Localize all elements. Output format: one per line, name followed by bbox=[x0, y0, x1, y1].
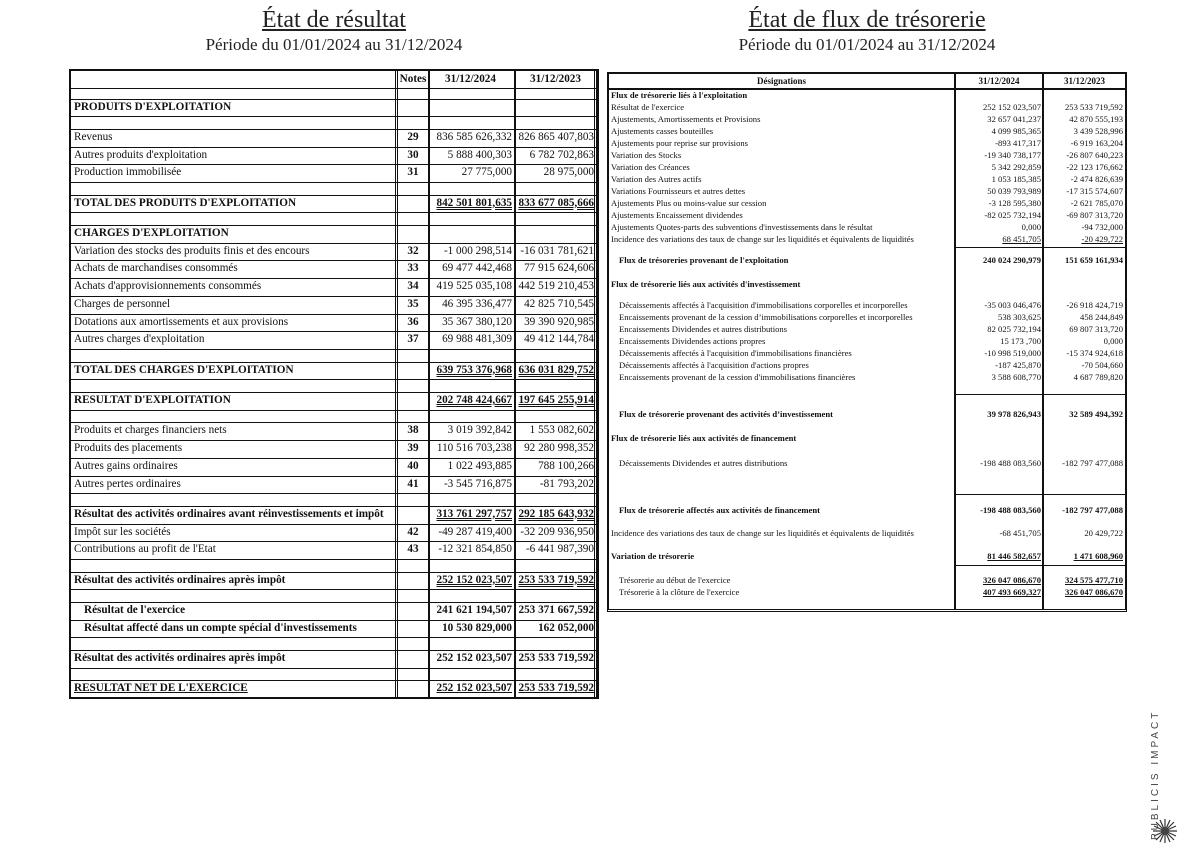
row-value-2024: 50 039 793,989 bbox=[987, 186, 1041, 196]
row-label: Flux de trésorerie liés aux activités de financement bbox=[611, 433, 797, 443]
row-note: 39 bbox=[407, 442, 419, 455]
table-row bbox=[71, 195, 597, 214]
table-row bbox=[71, 476, 597, 495]
row-label: Décaissements Dividendes et autres distributions bbox=[619, 458, 788, 468]
table-row bbox=[609, 150, 1125, 162]
row-value-2023: -16 031 781,621 bbox=[520, 244, 594, 257]
row-value-2024: -19 340 738,177 bbox=[984, 150, 1041, 160]
header-col-2023: 31/12/2023 bbox=[1063, 76, 1105, 86]
table-header-row bbox=[609, 74, 1125, 90]
row-label: Trésorerie à la clôture de l'exercice bbox=[619, 587, 740, 597]
row-label: RESULTAT D'EXPLOITATION bbox=[74, 394, 231, 406]
table-row bbox=[71, 99, 597, 118]
row-label: Flux de trésoreries provenant de l'exploitation bbox=[619, 255, 789, 265]
table-row bbox=[609, 587, 1125, 599]
row-value-2023: 39 390 920,985 bbox=[524, 315, 594, 328]
row-divider bbox=[954, 394, 1125, 395]
row-value-2023: 636 031 829,752 bbox=[518, 363, 594, 376]
header-col-2024: 31/12/2024 bbox=[978, 76, 1020, 86]
row-value-2023: 6 782 702,863 bbox=[529, 148, 594, 161]
row-value-2024: 39 978 826,943 bbox=[987, 409, 1041, 419]
table-row bbox=[609, 255, 1125, 267]
table-row bbox=[71, 440, 597, 459]
table-row bbox=[609, 551, 1125, 563]
row-value-2024: 419 525 035,108 bbox=[436, 280, 512, 293]
row-value-2024: 35 367 380,120 bbox=[442, 315, 512, 328]
row-value-2024: 4 099 985,365 bbox=[991, 126, 1041, 136]
table-row bbox=[71, 212, 597, 226]
row-value-2024: 69 988 481,309 bbox=[442, 333, 512, 346]
row-value-2024: -10 998 519,000 bbox=[984, 348, 1041, 358]
row-label: Autres produits d'exploitation bbox=[74, 148, 208, 161]
row-value-2024: -1 000 298,514 bbox=[443, 244, 512, 257]
table-row bbox=[609, 222, 1125, 234]
table-row bbox=[609, 409, 1125, 421]
row-value-2023: 42 825 710,545 bbox=[524, 297, 594, 310]
table-row bbox=[71, 362, 597, 381]
row-value-2023: -69 807 313,720 bbox=[1066, 210, 1123, 220]
row-note: 30 bbox=[407, 148, 419, 161]
table-row bbox=[71, 331, 597, 350]
income-statement-title: État de résultat bbox=[262, 7, 406, 33]
table-row bbox=[609, 186, 1125, 198]
cash-flow-table bbox=[607, 72, 1127, 612]
row-value-2024: 5 888 400,303 bbox=[447, 148, 512, 161]
table-row bbox=[609, 312, 1125, 324]
row-note: 29 bbox=[407, 130, 419, 143]
table-row bbox=[609, 114, 1125, 126]
row-value-2023: 4 687 789,820 bbox=[1073, 372, 1123, 382]
row-label: PRODUITS D'EXPLOITATION bbox=[74, 100, 232, 113]
table-row bbox=[609, 174, 1125, 186]
row-value-2024: 313 761 297,757 bbox=[436, 507, 512, 520]
row-value-2023: 3 439 528,996 bbox=[1073, 126, 1123, 136]
table-row bbox=[609, 138, 1125, 150]
row-label: Encaissements provenant de la cession d'immobilisations financières bbox=[619, 372, 856, 382]
row-label: Ajustements pour reprise sur provisions bbox=[611, 138, 749, 148]
table-row bbox=[71, 260, 597, 279]
row-label: RESULTAT NET DE L'EXERCICE bbox=[74, 682, 248, 695]
table-row bbox=[71, 296, 597, 315]
table-row bbox=[71, 278, 597, 297]
row-value-2023: 442 519 210,453 bbox=[518, 280, 594, 293]
row-value-2023: 253 533 719,592 bbox=[518, 573, 594, 586]
row-value-2024: -3 128 595,380 bbox=[988, 198, 1041, 208]
table-row bbox=[609, 234, 1125, 246]
row-value-2024: 252 152 023,507 bbox=[982, 102, 1041, 112]
row-value-2023: 0,000 bbox=[1103, 336, 1123, 346]
table-row bbox=[71, 147, 597, 166]
row-value-2023: 69 807 313,720 bbox=[1069, 324, 1123, 334]
row-label: Autres gains ordinaires bbox=[74, 459, 178, 472]
row-label: Flux de trésorerie liés aux activités d'investissement bbox=[611, 279, 801, 289]
table-row bbox=[609, 360, 1125, 372]
row-label: Incidence des variations des taux de change sur les liquidités et équivalents de liquidités bbox=[611, 234, 914, 244]
row-value-2023: 197 645 255,914 bbox=[518, 394, 594, 406]
row-label: Ajustements casses bouteilles bbox=[611, 126, 714, 136]
row-value-2023: 833 677 085,666 bbox=[518, 196, 594, 209]
row-value-2023: 788 100,266 bbox=[538, 459, 594, 472]
table-row bbox=[71, 314, 597, 333]
row-note: 41 bbox=[407, 477, 419, 490]
row-value-2024: 252 152 023,507 bbox=[436, 573, 512, 586]
row-value-2024: 538 303,625 bbox=[998, 312, 1041, 322]
brand-logo-icon bbox=[1152, 818, 1178, 844]
table-row bbox=[609, 279, 1125, 291]
income-statement-table bbox=[69, 69, 599, 699]
table-row bbox=[71, 637, 597, 651]
table-row bbox=[71, 668, 597, 682]
row-value-2024: -198 488 083,560 bbox=[980, 458, 1041, 468]
row-note: 38 bbox=[407, 424, 419, 437]
row-label: Achats de marchandises consommés bbox=[74, 262, 238, 275]
row-value-2023: -26 807 640,223 bbox=[1066, 150, 1123, 160]
row-label: Contributions au profit de l'Etat bbox=[74, 543, 216, 556]
table-row bbox=[609, 90, 1125, 102]
row-value-2023: 253 533 719,592 bbox=[518, 651, 594, 664]
row-value-2024: -68 451,705 bbox=[999, 528, 1041, 538]
row-value-2023: 49 412 144,784 bbox=[524, 333, 594, 346]
row-value-2023: -17 315 574,607 bbox=[1066, 186, 1123, 196]
cash-flow-period: Période du 01/01/2024 au 31/12/2024 bbox=[738, 35, 996, 54]
row-note: 37 bbox=[407, 333, 419, 346]
row-value-2023: 253 533 719,592 bbox=[1064, 102, 1123, 112]
row-value-2023: 42 870 555,193 bbox=[1069, 114, 1123, 124]
row-label: CHARGES D'EXPLOITATION bbox=[74, 226, 229, 239]
row-label: Ajustements Quotes-parts des subventions d'investissements dans le résultat bbox=[611, 222, 873, 232]
row-value-2023: 20 429,722 bbox=[1084, 528, 1123, 538]
row-value-2023: -2 621 785,070 bbox=[1070, 198, 1123, 208]
row-label: Production immobilisée bbox=[74, 166, 182, 179]
table-row bbox=[71, 182, 597, 196]
header-col-2023: 31/12/2023 bbox=[530, 73, 581, 85]
row-value-2024: -893 417,317 bbox=[995, 138, 1041, 148]
table-row bbox=[609, 528, 1125, 540]
row-label: Variation des Créances bbox=[611, 162, 690, 172]
table-row bbox=[71, 392, 597, 411]
table-row bbox=[609, 458, 1125, 470]
row-label: Dotations aux amortissements et aux provisions bbox=[74, 315, 289, 328]
row-label: Achats d'approvisionnements consommés bbox=[74, 280, 262, 293]
row-label: Autres charges d'exploitation bbox=[74, 333, 205, 346]
row-value-2023: 162 052,000 bbox=[538, 621, 594, 634]
row-label: Incidence des variations des taux de change sur les liquidités et équivalents de liquidités bbox=[611, 528, 914, 538]
row-note: 32 bbox=[407, 244, 419, 257]
row-value-2024: 836 585 626,332 bbox=[436, 130, 512, 143]
table-row bbox=[609, 433, 1125, 445]
row-value-2023: 292 185 643,932 bbox=[518, 507, 594, 520]
row-note: 40 bbox=[407, 459, 419, 472]
row-divider bbox=[954, 494, 1125, 495]
header-designations: Désignations bbox=[756, 76, 806, 86]
row-value-2023: 326 047 086,670 bbox=[1064, 587, 1123, 597]
table-row bbox=[71, 572, 597, 591]
row-label: Variations Fournisseurs et autres dettes bbox=[611, 186, 746, 196]
row-value-2023: 77 915 624,606 bbox=[524, 262, 594, 275]
row-value-2023: 324 575 477,710 bbox=[1064, 575, 1123, 585]
row-note: 42 bbox=[407, 525, 419, 538]
row-value-2024: 639 753 376,968 bbox=[436, 363, 512, 376]
row-note: 36 bbox=[407, 315, 419, 328]
row-label: Variation des stocks des produits finis et des encours bbox=[74, 244, 310, 257]
row-value-2023: -6 919 163,204 bbox=[1070, 138, 1123, 148]
row-label: Trésorerie au début de l'exercice bbox=[619, 575, 731, 585]
row-value-2024: 27 775,000 bbox=[461, 166, 512, 179]
row-label: Résultat des activités ordinaires après impôt bbox=[74, 573, 286, 586]
row-value-2023: -70 504,660 bbox=[1081, 360, 1123, 370]
row-value-2024: 3 588 608,770 bbox=[991, 372, 1041, 382]
row-label: Flux de trésorerie affectés aux activités de financement bbox=[619, 505, 821, 515]
table-row bbox=[71, 589, 597, 603]
row-value-2024: 252 152 023,507 bbox=[436, 682, 512, 695]
row-value-2023: -2 474 826,639 bbox=[1070, 174, 1123, 184]
table-row bbox=[609, 102, 1125, 114]
row-value-2024: 68 451,705 bbox=[1002, 234, 1041, 244]
row-label: Décaissements affectés à l'acquisition d'immobilisations corporelles et incorporelles bbox=[619, 300, 908, 310]
table-row bbox=[609, 336, 1125, 348]
row-value-2024: 110 516 703,238 bbox=[436, 442, 512, 455]
row-value-2023: -26 918 424,719 bbox=[1066, 300, 1123, 310]
table-row bbox=[71, 602, 597, 621]
table-row bbox=[609, 162, 1125, 174]
row-value-2024: 241 621 194,507 bbox=[436, 603, 512, 616]
row-note: 34 bbox=[407, 280, 419, 293]
row-value-2024: 32 657 041,237 bbox=[987, 114, 1041, 124]
row-value-2024: 5 342 292,859 bbox=[991, 162, 1041, 172]
row-value-2024: 842 501 801,635 bbox=[436, 196, 512, 209]
table-row bbox=[609, 575, 1125, 587]
row-label: Résultat des activités ordinaires avant réinvestissements et impôt bbox=[74, 507, 384, 520]
table-row bbox=[71, 243, 597, 262]
header-col-2024: 31/12/2024 bbox=[445, 73, 496, 85]
row-value-2024: 0,000 bbox=[1021, 222, 1041, 232]
row-note: 43 bbox=[407, 543, 419, 556]
row-label: Ajustements Encaissement dividendes bbox=[611, 210, 743, 220]
row-note: 35 bbox=[407, 297, 419, 310]
row-label: Variation de trésorerie bbox=[611, 551, 695, 561]
row-value-2024: 326 047 086,670 bbox=[982, 575, 1041, 585]
table-row bbox=[71, 379, 597, 393]
row-value-2023: -81 793,202 bbox=[539, 477, 594, 490]
table-row bbox=[71, 164, 597, 183]
row-label: Flux de trésorerie liés à l'exploitation bbox=[611, 90, 748, 100]
header-notes: Notes bbox=[399, 73, 427, 85]
table-row bbox=[609, 300, 1125, 312]
table-row bbox=[71, 506, 597, 525]
row-value-2024: 252 152 023,507 bbox=[436, 651, 512, 664]
row-value-2023: 32 589 494,392 bbox=[1069, 409, 1123, 419]
table-row bbox=[71, 129, 597, 148]
row-value-2023: 253 371 667,592 bbox=[518, 603, 594, 616]
table-row bbox=[609, 126, 1125, 138]
table-row bbox=[71, 559, 597, 573]
table-row bbox=[609, 324, 1125, 336]
row-label: Résultat de l'exercice bbox=[84, 603, 186, 616]
table-row bbox=[71, 225, 597, 244]
row-value-2024: 15 173 ,700 bbox=[1000, 336, 1041, 346]
row-value-2023: 253 533 719,592 bbox=[518, 682, 594, 695]
row-value-2024: -49 287 419,400 bbox=[438, 525, 512, 538]
row-value-2023: -22 123 176,662 bbox=[1066, 162, 1123, 172]
cash-flow-title: État de flux de trésorerie bbox=[748, 7, 986, 33]
row-label: Variation des Stocks bbox=[611, 150, 682, 160]
row-value-2023: 92 280 998,352 bbox=[524, 442, 594, 455]
row-label: Impôt sur les sociétés bbox=[74, 525, 171, 538]
row-value-2023: -182 797 477,088 bbox=[1062, 458, 1123, 468]
row-label: Résultat de l'exercice bbox=[611, 102, 685, 112]
table-row bbox=[609, 372, 1125, 384]
row-note: 31 bbox=[407, 166, 419, 179]
row-label: Encaissements Dividendes actions propres bbox=[619, 336, 766, 346]
row-value-2024: -187 425,870 bbox=[995, 360, 1041, 370]
row-label: Encaissements provenant de la cession d’immobilisations corporelles et incorporelles bbox=[619, 312, 913, 322]
table-row bbox=[71, 86, 597, 100]
row-label: Charges de personnel bbox=[74, 297, 171, 310]
row-divider bbox=[954, 565, 1125, 566]
row-value-2024: -3 545 716,875 bbox=[443, 477, 512, 490]
row-label: Encaissements Dividendes et autres distributions bbox=[619, 324, 788, 334]
row-divider bbox=[954, 247, 1125, 248]
row-value-2023: -182 797 477,088 bbox=[1062, 505, 1123, 515]
table-row bbox=[609, 505, 1125, 517]
row-label: Revenus bbox=[74, 130, 113, 143]
row-value-2023: -94 732,000 bbox=[1081, 222, 1123, 232]
row-label: TOTAL DES PRODUITS D'EXPLOITATION bbox=[74, 196, 297, 209]
table-row bbox=[71, 458, 597, 477]
row-label: Variation des Autres actifs bbox=[611, 174, 702, 184]
row-label: Décaissements affectés à l'acquisition d'actions propres bbox=[619, 360, 809, 370]
row-value-2024: -12 321 854,850 bbox=[438, 543, 512, 556]
row-value-2023: -20 429,722 bbox=[1081, 234, 1123, 244]
row-value-2023: 28 975,000 bbox=[543, 166, 594, 179]
row-label: TOTAL DES CHARGES D'EXPLOITATION bbox=[74, 363, 294, 376]
table-row bbox=[71, 524, 597, 543]
table-row bbox=[71, 650, 597, 669]
row-value-2024: 69 477 442,468 bbox=[442, 262, 512, 275]
row-value-2024: 1 053 185,385 bbox=[991, 174, 1041, 184]
table-row bbox=[71, 680, 597, 699]
row-value-2024: 202 748 424,667 bbox=[436, 394, 512, 406]
row-label: Résultat des activités ordinaires après impôt bbox=[74, 651, 286, 664]
row-label: Ajustements Plus ou moins-value sur cession bbox=[611, 198, 767, 208]
row-value-2024: 1 022 493,885 bbox=[447, 459, 512, 472]
row-value-2024: 82 025 732,194 bbox=[987, 324, 1041, 334]
table-row bbox=[71, 493, 597, 507]
brand-text: PUBLICIS IMPACT bbox=[1150, 709, 1161, 840]
row-value-2023: -6 441 987,390 bbox=[525, 543, 594, 556]
row-value-2023: 826 865 407,803 bbox=[518, 130, 594, 143]
table-row bbox=[609, 210, 1125, 222]
row-value-2023: 1 553 082,602 bbox=[529, 424, 594, 437]
row-label: Autres pertes ordinaires bbox=[74, 477, 181, 490]
row-value-2023: -32 209 936,950 bbox=[520, 525, 594, 538]
row-value-2023: -15 374 924,618 bbox=[1066, 348, 1123, 358]
table-row bbox=[609, 198, 1125, 210]
row-label: Résultat affecté dans un compte spécial d'investissements bbox=[84, 621, 357, 634]
row-value-2024: -35 003 046,476 bbox=[984, 300, 1041, 310]
table-row bbox=[71, 620, 597, 639]
row-value-2023: 458 244,849 bbox=[1080, 312, 1123, 322]
table-row bbox=[71, 422, 597, 441]
row-value-2024: 3 019 392,842 bbox=[447, 424, 512, 437]
row-label: Ajustements, Amortissements et Provisions bbox=[611, 114, 761, 124]
row-note: 33 bbox=[407, 262, 419, 275]
row-value-2024: -198 488 083,560 bbox=[980, 505, 1041, 515]
table-row bbox=[71, 410, 597, 424]
row-label: Produits des placements bbox=[74, 442, 183, 455]
row-value-2024: 46 395 336,477 bbox=[442, 297, 512, 310]
row-value-2023: 151 659 161,934 bbox=[1064, 255, 1123, 265]
row-label: Flux de trésorerie provenant des activités d’investissement bbox=[619, 409, 834, 419]
row-value-2024: 240 024 290,979 bbox=[982, 255, 1041, 265]
row-value-2023: 1 471 608,960 bbox=[1073, 551, 1123, 561]
row-value-2024: 407 493 669,327 bbox=[982, 587, 1041, 597]
row-label: Produits et charges financiers nets bbox=[74, 424, 227, 437]
table-row bbox=[71, 116, 597, 130]
table-row bbox=[71, 541, 597, 560]
row-value-2024: 10 530 829,000 bbox=[442, 621, 512, 634]
row-value-2024: 81 446 582,657 bbox=[987, 551, 1041, 561]
table-row bbox=[609, 348, 1125, 360]
income-statement-period: Période du 01/01/2024 au 31/12/2024 bbox=[205, 35, 463, 54]
row-value-2024: -82 025 732,194 bbox=[984, 210, 1041, 220]
row-label: Décaissements affectés à l'acquisition d'immobilisations financières bbox=[619, 348, 852, 358]
table-row bbox=[71, 349, 597, 363]
